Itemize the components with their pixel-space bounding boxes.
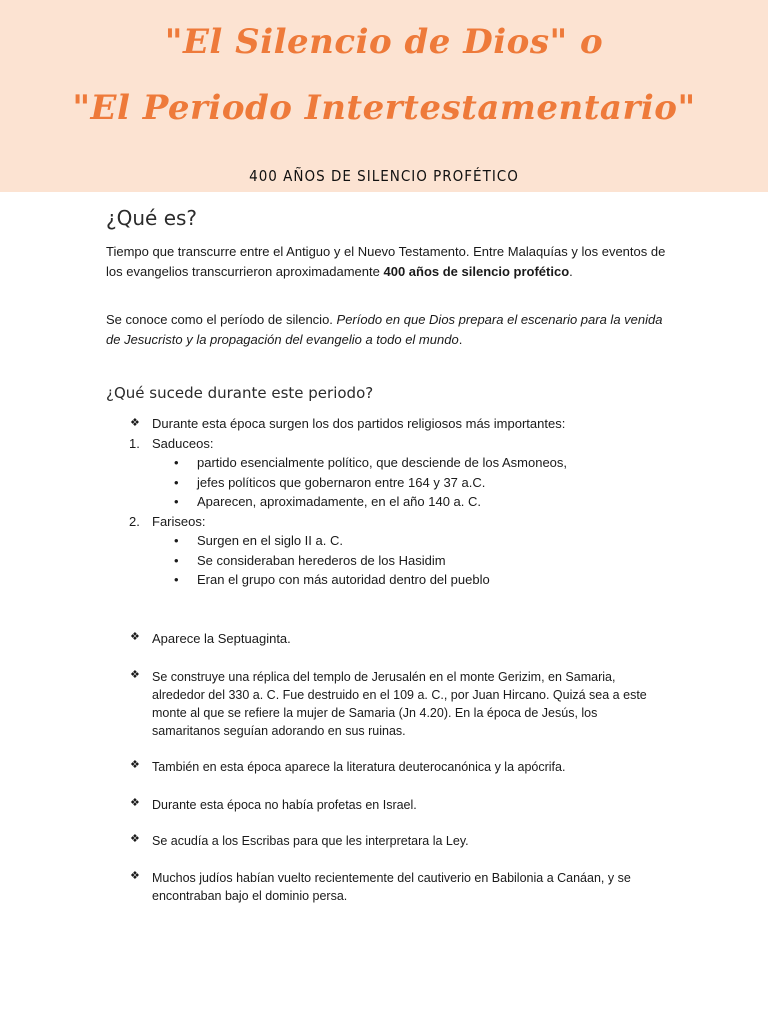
- list-item: 2. Fariseos:: [129, 513, 206, 529]
- section-heading-que-es: ¿Qué es?: [106, 206, 198, 230]
- list-item: • Eran el grupo con más autoridad dentro del pueblo: [106, 570, 666, 590]
- list-item: • Aparecen, aproximadamente, en el año 140 a. C.: [106, 492, 666, 512]
- bullet-icon: •: [174, 474, 179, 490]
- bullet-icon: •: [174, 552, 179, 568]
- page-subtitle: 400 AÑOS DE SILENCIO PROFÉTICO: [249, 167, 519, 185]
- bullet-icon: •: [174, 455, 179, 470]
- bullet-icon: •: [174, 494, 179, 509]
- parties-list: [106, 414, 666, 590]
- document-body: ¿Qué es? Tiempo que transcurre entre el Antiguo y el Nuevo Testamento. Entre Malaquías y los eventos de los evangelios transcurrieron aproximadamente 400 años de silencio profético. Se conoce como el período de silencio. Período en que Dios prepara el escenario para la venida de Jesucristo y la propagación del evangelio a todo el mundo. ¿Qué sucede durante este periodo? ❖ Durante esta época surgen los dos partidos religiosos más importantes: 1. Saduceos: • partido esencialmente político, que desciende de los Asmoneos, • jefes políticos que gobernaron entre 164 y 37 a.C. • Aparecen, aproximadamente, en el año 140 a. C. 2. Fariseos: • Surgen en el siglo II a. C. • Se consideraban herederos de los Hasidim • Eran el grupo con más autoridad dentro del pueblo ❖ Aparece la Septuaginta. ❖ Se construye una réplica del templo de Jerusalén en el monte Gerizim, en Samaria, alrededor del 330 a. C. Fue destruido en el 109 a. C., por Juan Hircano. Quizá sea a este monte al que se refiere la mujer de Samaria (Jn 4.20). En la época de Jesús, los samaritanos seguían adorando en sus ruinas. ❖ También en esta época aparece la literatura deuterocanónica y la apócrifa. ❖ Durante esta época no había profetas en Israel. ❖ Se acudía a los Escribas para que les interpretara la Ley. ❖ Muchos judíos habían vuelto recientemente del cautiverio en Babilonia a Canáan, y se encontraban bajo el dominio persa.: [106, 206, 666, 903]
- header-banner: [0, 0, 768, 192]
- diamond-bullet-icon: ❖: [130, 631, 140, 643]
- paragraph-silence: Se conoce como el período de silencio. Período en que Dios prepara el escenario para la venida de Jesucristo y la propagación del evangelio a todo el mundo.: [106, 312, 663, 347]
- list-item: • partido esencialmente político, que desciende de los Asmoneos,: [106, 453, 666, 473]
- list-item: ❖ Durante esta época surgen los dos partidos religiosos más importantes:: [106, 414, 666, 434]
- list-item: • Se consideraban herederos de los Hasidim: [106, 551, 666, 571]
- page-title-line2: "El Periodo Intertestamentario": [72, 88, 696, 128]
- list-item: 1. Saduceos:: [129, 435, 214, 451]
- diamond-bullet-icon: ❖: [130, 417, 140, 429]
- bullet-icon: •: [174, 572, 179, 587]
- list-item: • jefes políticos que gobernaron entre 164 y 37 a.C.: [106, 473, 666, 493]
- paragraph-definition: Tiempo que transcurre entre el Antiguo y el Nuevo Testamento. Entre Malaquías y los eventos de los evangelios transcurrieron aproximadamente 400 años de silencio profético.: [106, 244, 666, 279]
- bullet-icon: •: [174, 533, 179, 548]
- diamond-bullet-icon: ❖: [130, 797, 140, 809]
- list-item: • Surgen en el siglo II a. C.: [106, 531, 666, 551]
- page-title-line1: "El Silencio de Dios" o: [164, 22, 604, 62]
- diamond-bullet-icon: ❖: [130, 759, 140, 771]
- section-heading-que-sucede: ¿Qué sucede durante este periodo?: [106, 384, 374, 402]
- diamond-bullet-icon: ❖: [130, 870, 140, 882]
- diamond-bullet-icon: ❖: [130, 669, 140, 681]
- diamond-bullet-icon: ❖: [130, 833, 140, 845]
